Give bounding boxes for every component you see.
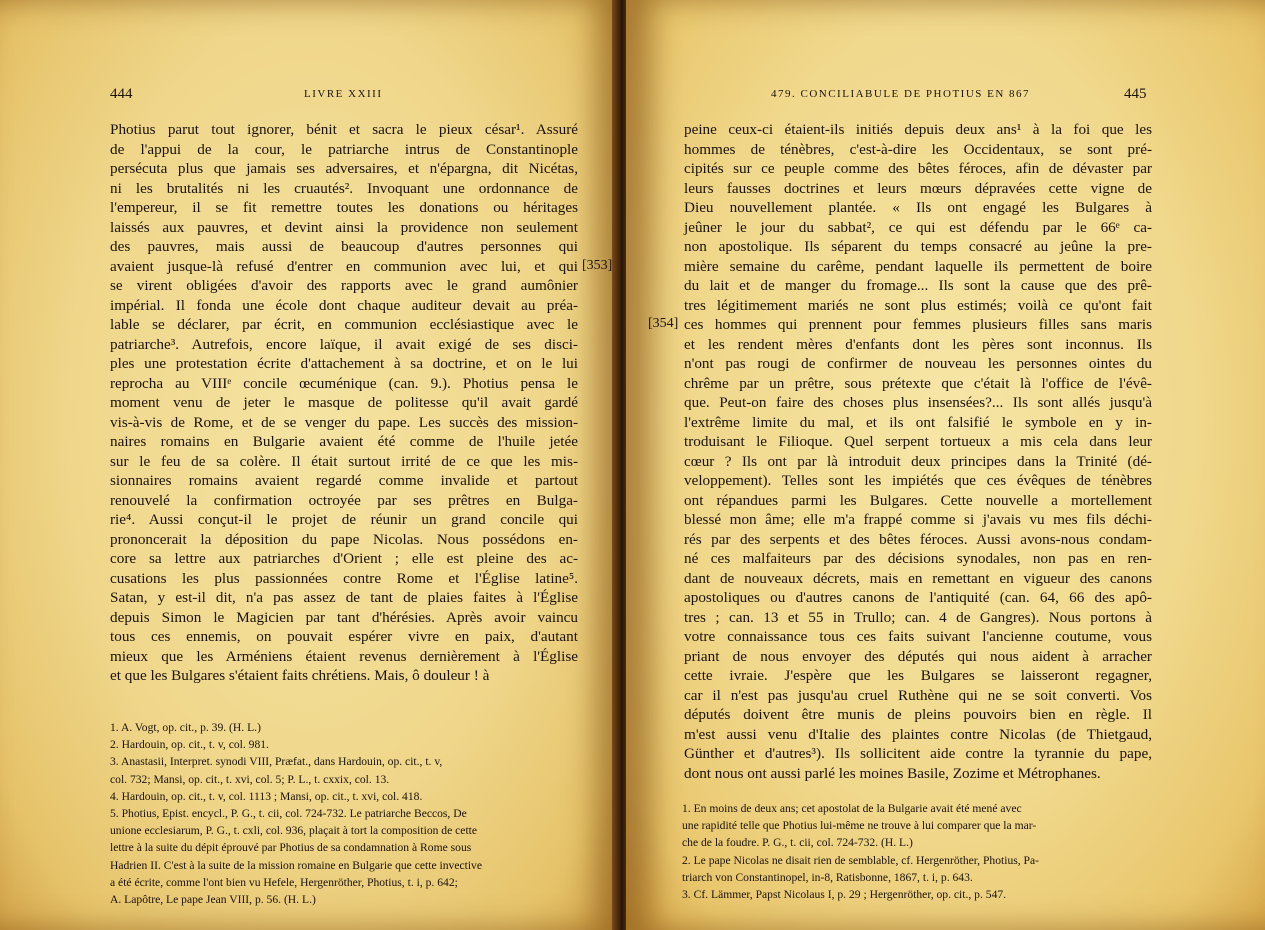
footnote-line: A. Lapôtre, Le pape Jean VIII, p. 56. (H. L.): [110, 893, 316, 907]
footnote-line: lettre à la suite du dépit éprouvé par Photius de sa condamnation à Rome sous: [110, 841, 472, 855]
text-line: lable se déclarer, par écrit, en communion ecclésiastique avec le: [110, 316, 578, 333]
right-page: [626, 0, 1265, 930]
text-line: cette ivraie. J'espère que les Bulgares se laisseront regagner,: [684, 667, 1152, 684]
right-margin-ref: [354]: [648, 316, 679, 331]
text-line: blessé mon âme; elle m'a frappé comme si j'avais vu mes fils déchi-: [684, 511, 1152, 528]
text-line: ni les brutalités ni les cruautés². Invoquant une ordonnance de: [110, 179, 578, 197]
text-line: renouvelé la confirmation octroyée par ses prêtres en Bulga-: [110, 491, 578, 509]
text-line: moment venu de jeter le masque de politesse qu'il avait gardé: [110, 394, 578, 411]
text-line: l'extrême limite du mal, et ils ont falsifié le symbole en y in-: [684, 413, 1152, 431]
text-line: dont nous ont aussi parlé les moines Basile, Zozime et Métrophanes.: [684, 764, 1101, 782]
text-line: rés par des serpents et des bêtes féroces. Aussi avons-nous condam-: [684, 530, 1152, 548]
text-line: né ces malfaiteurs par des décisions synodales, non pas en ren-: [684, 550, 1152, 567]
text-line: cœur ? Ils ont par là introduit deux principes dans la Trinité (dé-: [684, 452, 1152, 470]
left-running-head: LIVRE XXIII: [304, 88, 383, 100]
text-line: veloppement). Telles sont les impiétés que ces évêques de ténèbres: [684, 472, 1152, 489]
footnote-line: unione ecclesiarum, P. G., t. cxli, col. 936, plaçait à tort la composition de cette: [110, 824, 478, 838]
text-line: vis-à-vis de Rome, et de se venger du pape. Les succès des mission-: [110, 413, 578, 431]
footnote-line: Hadrien II. C'est à la suite de la mission romaine en Bulgarie que cette invective: [110, 858, 482, 872]
text-line: chrême par un prêtre, sous prétexte que c'était là l'office de l'évê-: [684, 374, 1152, 392]
text-line: et les rendent mères d'enfants dont les pères sont inconnus. Ils: [684, 335, 1152, 353]
text-line: que. Peut-on faire des choses plus insensées?... Ils sont allés jusqu'à: [684, 394, 1152, 411]
text-line: mière semaine du carême, pendant laquelle ils permettent de boire: [684, 257, 1152, 275]
right-footnotes: [682, 800, 1154, 903]
text-line: rie⁴. Aussi conçut-il le projet de réunir un grand concile qui: [110, 511, 578, 528]
text-line: députés doivent être munis de pleins pouvoirs bien en règle. Il: [684, 706, 1152, 723]
text-line: patriarche³. Autrefois, encore laïque, il avait exigé de ses disci-: [110, 335, 578, 353]
text-line: de l'appui de la cour, le patriarche intrus de Constantinople: [110, 140, 578, 158]
text-line: naires romains en Bulgarie avaient été comme de l'huile jetée: [110, 433, 578, 450]
text-line: jeûner le jour du sabbat², ce qui est défendu par le 66ᵉ ca-: [684, 218, 1152, 236]
text-line: dant de nouveaux décrets, mais en remettant en vigueur des canons: [684, 569, 1152, 587]
footnote-line: col. 732; Mansi, op. cit., t. xvi, col. 5; P. L., t. cxxix, col. 13.: [110, 772, 390, 786]
text-line: votre connaissance tous ces faits suivant l'ancienne coutume, vous: [684, 628, 1152, 645]
text-line: tous ces ennemis, on pouvait espérer vivre en paix, d'autant: [110, 628, 578, 645]
text-line: sionnaires romains avaient regardé comme invalide et partout: [110, 472, 578, 489]
left-margin-ref: [353]: [582, 258, 613, 273]
text-line: mieux que les Arméniens étaient revenus dernièrement à l'Église: [110, 647, 578, 665]
text-line: reprocha au VIIIᵉ concile œcuménique (can. 9.). Photius pensa le: [110, 374, 578, 392]
text-line: priant de nous envoyer des députés qui nous aident à arracher: [684, 647, 1152, 665]
text-line: sur le feu de sa colère. Il était surtout irrité de ce que les mis-: [110, 452, 578, 470]
text-line: Photius parut tout ignorer, bénit et sacra le pieux césar¹. Assuré: [110, 121, 578, 138]
footnote-line: 2. Le pape Nicolas ne disait rien de semblable, cf. Hergenröther, Photius, Pa-: [682, 853, 1040, 867]
text-line: tres légitimement mariés ne sont plus estimés; voilà ce qu'ont fait: [684, 296, 1152, 314]
right-body-text: [684, 120, 1152, 783]
footnote-line: 4. Hardouin, op. cit., t. v, col. 1113 ; Mansi, op. cit., t. xvi, col. 418.: [110, 789, 423, 803]
text-line: prononcerait la déposition du pape Nicolas. Nous possédons en-: [110, 530, 578, 548]
text-line: se virent obligées d'avoir des rapports avec le grand aumônier: [110, 277, 578, 294]
text-line: n'ont pas rougi de confirmer de nouveau les personnes ointes du: [684, 355, 1152, 372]
text-line: hommes de ténèbres, c'est-à-dire les Occidentaux, se sont pré-: [684, 140, 1152, 158]
footnote-line: 3. Anastasii, Interpret. synodi VIII, Præfat., dans Hardouin, op. cit., t. v,: [110, 755, 443, 769]
text-line: peine ceux-ci étaient-ils initiés depuis deux ans¹ à la foi que les: [684, 121, 1152, 138]
text-line: du lait et de manger du fromage... Ils sont la cause que des prê-: [684, 277, 1152, 294]
left-page: [0, 0, 618, 930]
footnote-line: 3. Cf. Lämmer, Papst Nicolaus I, p. 29 ; Hergenröther, op. cit., p. 547.: [682, 888, 1007, 902]
text-line: apostoliques ou d'autres canons de l'antiquité (can. 64, 66 des apô-: [684, 589, 1152, 606]
text-line: leurs fausses doctrines et leurs mœurs dépravées cette vigne de: [684, 179, 1152, 197]
footnote-line: 5. Photius, Epist. encycl., P. G., t. cii, col. 724-732. Le patriarche Beccos, De: [110, 807, 467, 821]
left-footnotes: [110, 719, 578, 908]
footnote-line: 2. Hardouin, op. cit., t. v, col. 981.: [110, 738, 269, 752]
footnote-line: triarch von Constantinopel, in-8, Ratisbonne, 1867, t. i, p. 643.: [682, 870, 973, 884]
text-line: depuis Simon le Magicien par tant d'hérésies. Après avoir vaincu: [110, 608, 578, 626]
text-line: car il n'est pas jusqu'au cruel Ruthène qui ne se soit converti. Vos: [684, 686, 1152, 704]
text-line: cipités sur ce peuple comme des bêtes féroces, afin de dévaster par: [684, 160, 1152, 177]
left-page-number: 444: [110, 86, 133, 102]
text-line: avaient jusque-là refusé d'entrer en communion avec lui, et qui: [110, 257, 578, 275]
text-line: et que les Bulgares s'étaient faits chrétiens. Mais, ô douleur ! à: [110, 667, 490, 684]
text-line: ont répandues parmi les Bulgares. Cette nouvelle a mortellement: [684, 491, 1152, 509]
text-line: tres ; can. 13 et 55 in Trullo; can. 4 de Gangres). Nous portons à: [684, 608, 1152, 626]
text-line: impérial. Il fonda une école dont chaque auditeur devait au préa-: [110, 296, 578, 314]
text-line: Günther et d'autres³). Ils sollicitent aide contre la tyrannie du pape,: [684, 745, 1152, 762]
footnote-line: une rapidité telle que Photius lui-même ne trouve à lui comparer que la mar-: [682, 819, 1037, 833]
footnote-line: a été écrite, comme l'ont bien vu Hefele, Hergenröther, Photius, t. i, p. 642;: [110, 875, 458, 889]
text-line: Satan, y est-il dit, n'a pas assez de tant de plaies faites à l'Église: [110, 589, 578, 606]
text-line: Dieu nouvellement plantée. « Ils ont engagé les Bulgares à: [684, 199, 1152, 216]
text-line: troduisant le Filioque. Quel serpent tortueux a mis cela dans leur: [684, 433, 1152, 450]
text-line: ces hommes qui prennent pour femmes plusieurs filles sans maris: [684, 316, 1152, 333]
footnote-line: 1. En moins de deux ans; cet apostolat de la Bulgarie avait été mené avec: [682, 802, 1022, 815]
text-line: ples une protestation écrite d'attachement à sa doctrine, et on le lui: [110, 355, 578, 372]
footnote-line: 1. A. Vogt, op. cit., p. 39. (H. L.): [110, 721, 261, 734]
text-line: cusations les plus passionnées contre Rome et l'Église latine⁵.: [110, 569, 578, 587]
text-line: des pauvres, mais aussi de beaucoup d'autres personnes qui: [110, 238, 578, 255]
text-line: non apostolique. Ils séparent du temps consacré au jeûne la pre-: [684, 238, 1152, 255]
text-line: laissés aux pauvres, et devint ainsi la providence non seulement: [110, 218, 578, 236]
left-body-text: [110, 120, 578, 686]
text-line: m'est aussi venu d'Italie des plaintes contre Nicolas (de Thietgaud,: [684, 725, 1152, 743]
right-running-head: 479. CONCILIABULE DE PHOTIUS EN 867: [771, 88, 1031, 100]
footnote-line: che de la foudre. P. G., t. cii, col. 724-732. (H. L.): [682, 836, 913, 850]
text-line: core sa lettre aux patriarches d'Orient ; elle est pleine des ac-: [110, 550, 578, 567]
text-line: l'empereur, il se fit remettre toutes les donations ou héritages: [110, 199, 578, 216]
text-line: persécuta plus que jamais ses adversaires, et n'épargna, dit Nicétas,: [110, 160, 578, 177]
right-page-number: 445: [1124, 86, 1147, 102]
